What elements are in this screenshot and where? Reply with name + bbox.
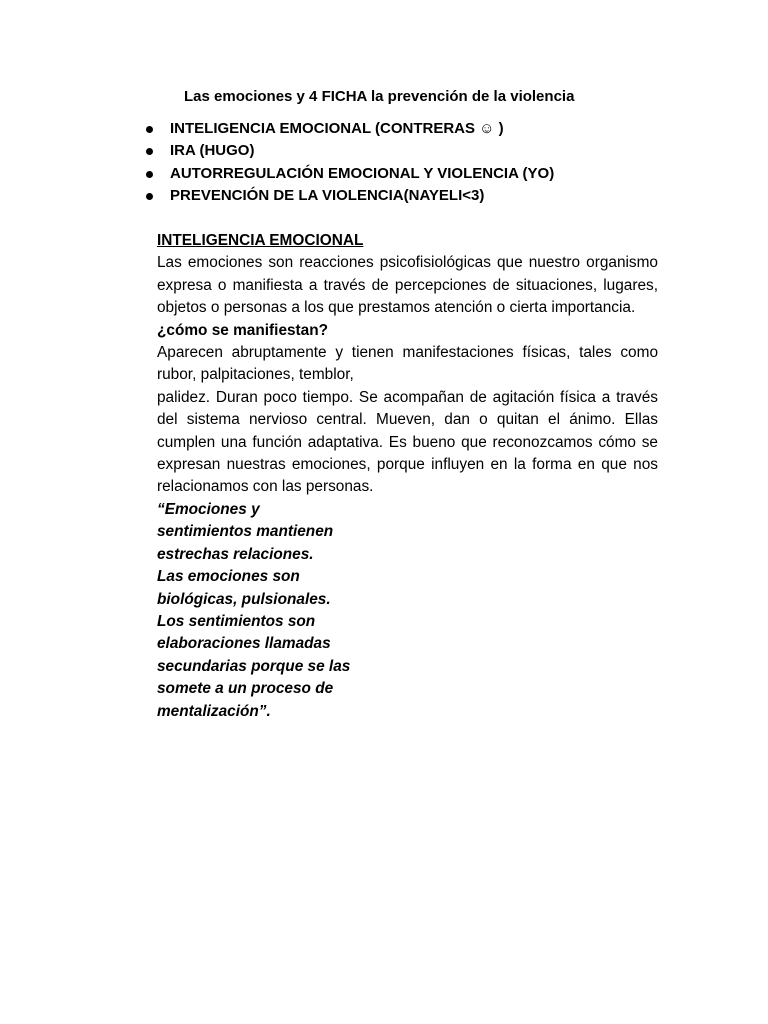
bullet-icon	[146, 148, 153, 155]
bullet-icon	[146, 126, 153, 133]
quote-line: Las emociones son	[157, 568, 300, 586]
quote-line: elaboraciones llamadas	[157, 635, 331, 653]
topic-item	[146, 140, 554, 162]
quote-line: estrechas relaciones.	[157, 545, 314, 563]
section-content	[157, 230, 658, 723]
topic-label: IRA (HUGO)	[170, 142, 255, 160]
quote-line: secundarias porque se las	[157, 657, 351, 675]
topic-label: AUTORREGULACIÓN EMOCIONAL Y VIOLENCIA (YO)	[170, 164, 555, 182]
topic-label: PREVENCIÓN DE LA VIOLENCIA(NAYELI<3)	[170, 187, 485, 205]
section-heading: INTELIGENCIA EMOCIONAL	[157, 232, 364, 249]
quote-block	[157, 499, 658, 723]
question-heading: ¿cómo se manifiestan?	[157, 321, 329, 339]
quote-line: somete a un proceso de	[157, 680, 334, 698]
topic-item	[146, 118, 554, 140]
quote-line: biológicas, pulsionales.	[157, 590, 331, 608]
paragraph-manifestations-b: palidez. Duran poco tiempo. Se acompañan de agitación física a través del sistema nervioso central. Mueven, dan o quitan el ánimo. Ellas cumplen una función adaptativa. Es bueno que reconozcamos cómo se expresan nuestras emociones, porque influyen en la forma en que nos relacionamos con las personas.	[157, 388, 658, 496]
quote-line: mentalización”.	[157, 702, 271, 720]
paragraph-manifestations-a: Aparecen abruptamente y tienen manifestaciones físicas, tales como rubor, palpitaciones, temblor,	[157, 344, 658, 384]
quote-line: sentimientos mantienen	[157, 523, 334, 541]
quote-line: “Emociones y	[157, 500, 260, 518]
bullet-icon	[146, 171, 153, 178]
topic-item	[146, 163, 554, 185]
topic-list	[146, 118, 554, 208]
bullet-icon	[146, 193, 153, 200]
quote-line: Los sentimientos son	[157, 612, 316, 630]
document-title: Las emociones y 4 FICHA la prevención de la violencia	[184, 88, 575, 105]
topic-label: INTELIGENCIA EMOCIONAL (CONTRERAS ☺ )	[170, 120, 504, 137]
paragraph-definition: Las emociones son reacciones psicofisiológicas que nuestro organismo expresa o manifiesta a través de percepciones de situaciones, lugares, objetos o personas a los que prestamos atención o cierta importancia.	[157, 254, 658, 317]
topic-item	[146, 185, 554, 207]
